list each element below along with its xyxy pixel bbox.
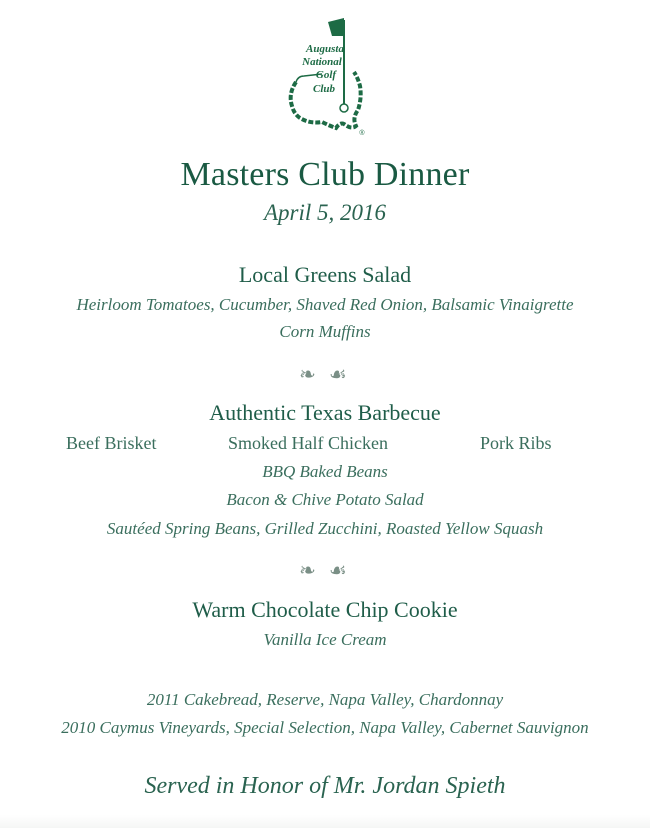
course-title-salad: Local Greens Salad — [238, 262, 412, 287]
honor-dedication: Served in Honor of Mr. Jordan Spieth — [144, 773, 506, 799]
svg-text:Club: Club — [312, 83, 336, 95]
course-title-dessert: Warm Chocolate Chip Cookie — [192, 597, 458, 622]
svg-text:®: ® — [359, 130, 365, 136]
course-title-barbecue: Authentic Texas Barbecue — [209, 400, 441, 425]
menu-item: Corn Muffins — [279, 322, 371, 341]
menu-item: Sautéed Spring Beans, Grilled Zucchini, Roasted Yellow Squash — [106, 519, 544, 538]
main-item: Smoked Half Chicken — [228, 433, 388, 453]
page-title: Masters Club Dinner — [180, 156, 470, 193]
flourish-divider-icon: ❧ ☙ — [299, 364, 351, 386]
wine-item: 2011 Cakebread, Reserve, Napa Valley, Chardonnay — [146, 690, 504, 709]
wine-item: 2010 Caymus Vineyards, Special Selection, Napa Valley, Cabernet Sauvignon — [61, 718, 589, 737]
svg-text:Golf: Golf — [315, 69, 337, 81]
main-item: Beef Brisket — [66, 433, 157, 453]
bottom-edge — [0, 815, 650, 828]
menu-item: Heirloom Tomatoes, Cucumber, Shaved Red Onion, Balsamic Vinaigrette — [76, 295, 574, 314]
augusta-flag-map-icon — [282, 14, 368, 136]
menu-item: Vanilla Ice Cream — [263, 630, 387, 649]
augusta-national-logo — [282, 14, 368, 136]
dinner-date: April 5, 2016 — [263, 200, 387, 225]
main-item: Pork Ribs — [480, 433, 552, 453]
svg-text:Augusta: Augusta — [306, 43, 344, 55]
flourish-divider-icon: ❧ ☙ — [299, 560, 351, 582]
menu-item: BBQ Baked Beans — [262, 462, 388, 481]
menu-item: Bacon & Chive Potato Salad — [226, 490, 424, 509]
svg-text:National: National — [302, 56, 342, 68]
